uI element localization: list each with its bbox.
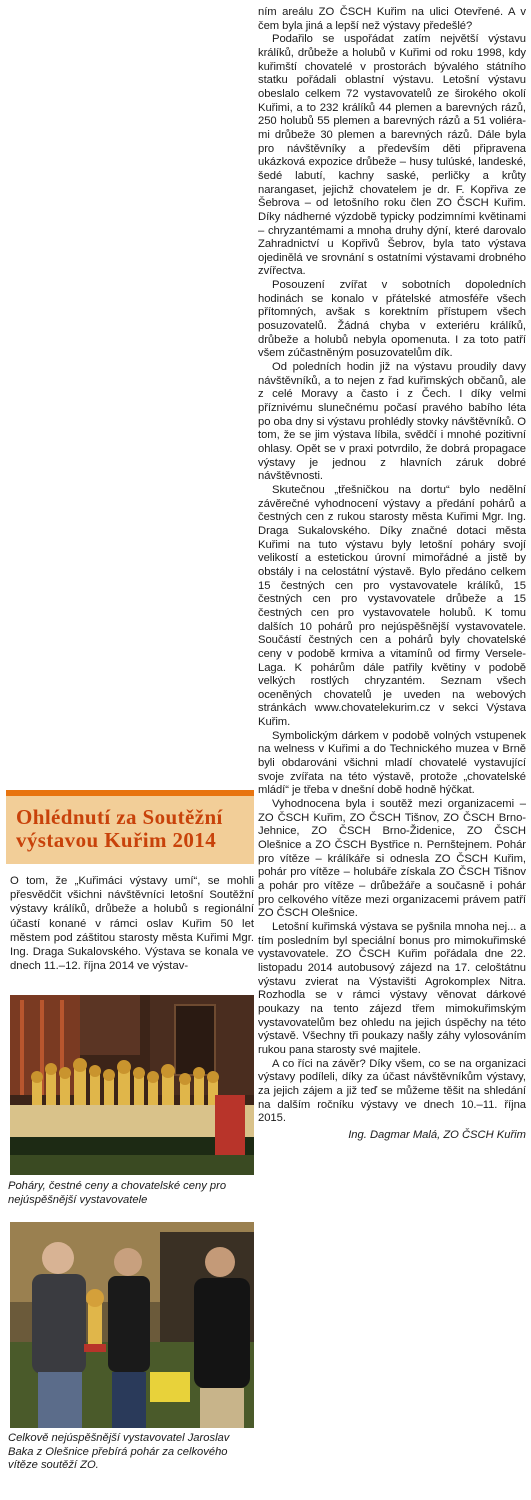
- right-column: [258, 6, 526, 1142]
- trophies-photo: [10, 995, 254, 1175]
- author-signature: Ing. Dagmar Malá, ZO ČSCH Kuřim: [348, 1128, 526, 1141]
- article-headline: [16, 806, 246, 852]
- article-paragraph-7: Vyhodnocena byla i soutěž mezi organizacemi – ZO ČSCH Kuřim, ZO ČSCH Tišnov, ZO ČSCH Brno-Jehnice, ZO ČSCH Brno-Židenice, ZO ČSCH Olešnice a ZO ČSCH Bystřice n. Pernštejnem. Pohár pro vítěze – králíkáře si odnesla ZO ČSCH Kuřim, pohár pro vítěze – holubáře získala ZO ČSCH Tišnov a pohár pro vítěze – drůbežáře a současně i pohár pro celkového vítěze mezi organizacemi právem patří ZO ČSCH Olešnice.: [258, 798, 526, 920]
- left-column: [6, 0, 254, 1500]
- article-paragraph-2: Podařilo se uspořádat zatím největší výstavu králíků, drůbeže a holubů v Kuřimi od roku 1998, kdy kuřimští chovatelé v prostorách bývalého státního statku pořádali oblastní výstavu. Letošní výstavu obeslalo celkem 72 vystavovatelů ze širokého okolí Kuřimi, a to 232 králíků 44 plemen a barevných rázů, 250 holubů 55 plemen a barevných rázů a 51 voliéra-mi drůbeže 30 plemen a barevných rázů. Dále byla pro návštěvníky a především děti připravena ukázková expozice drůbeže – husy tulúské, landeské, šedé labutí, kachny saské, perličky a krůty narangaset, jejichž chovatelem je dr. F. Kopřiva ze Šebrova – od letošního roku člen ZO ČSCH Kuřim. Díky nádherné výzdobě typicky podzimními květinami – chryzantémami a mnoha druhy dýní, které darovalo Zahradnictví u Kopřivů Šebrov, byla tato výstava ojedinělá ve srovnání s ostatními výstavami drobného zvířectva.: [258, 33, 526, 278]
- award-ceremony-illustration: [10, 1222, 254, 1428]
- ceremony-caption: Celkově nejúspěšnější vystavovatel Jaroslav Baka z Olešnice přebírá pohár za celkového vítěze soutěží ZO.: [8, 1432, 230, 1472]
- article-paragraph-6: Symbolickým dárkem v podobě volných vstupenek na welness v Kuřimi a do Technického muzea v Brně byli obdarováni všichni mladí chovatelé vystavující svoje zvířata na této výstavě, protože „chovatelské mládí“ je třeba v dnešní době hodně hýčkat.: [258, 729, 526, 797]
- headline-line-2: výstavou Kuřim 2014: [16, 828, 217, 852]
- article-paragraph-5: Skutečnou „třešničkou na dortu“ bylo nedělní závěrečné vyhodnocení výstavy a předání pohárů a čestných cen z rukou starosty města Kuřimi Mgr. Ing. Draga Sukalovského. Díky značné dotaci města Kuřimi na tuto výstavu byly letošní poháry svojí velikostí a estetickou úrovní mimořádné a jistě by obstály i na celostátní výstavě. Bylo předáno celkem 15 čestných cen pro vystavovatele králíků, 15 čestných cen pro vystavovatele drůbeže a 15 čestných cen pro vystavovatele holubů. K tomu dalších 10 pohárů pro nejúspěšnější vystavovatele. Součástí čestných cen a pohárů byly chovatelské ceny v podobě krmiva a vitamínů od firmy Versele-Laga. K pohárům dále patřily květiny v podobě velkých rostlých chryzantém. Seznam všech oceněných chovatelů je uveden na webových stránkách www.chovatelekurim.cz v sekci Výstava Kuřim.: [258, 483, 526, 729]
- headline-box: [6, 790, 254, 864]
- article-paragraph-1: ním areálu ZO ČSCH Kuřim na ulici Otevřené. A v čem byla jiná a lepší než výstavy předešlé?: [258, 6, 526, 32]
- award-ceremony-photo: [10, 1222, 254, 1428]
- headline-line-1: Ohlédnutí za Soutěžní: [16, 805, 223, 829]
- trophies-illustration: [10, 995, 254, 1175]
- article-paragraph-8: Letošní kuřimská výstava se pyšnila mnoha nej... a tím posledním byl speciální bonus pro mimokuřimské vystavovatele. ZO ČSCH Kuřim pořádala dne 22. listopadu 2014 autobusový zájezd na 17. celoštátnu výstavu zvierat na Výstavišti Agrokomplex Nitra. Rozhodla se v rámci výstavy věnovat dárkové poukazy na tento zájezd třem mimokuřimským vystavovatelům bez ohledu na jejich úspěchy na této výstavě. Všechny tři poukazy našly záhy vylosováním rukou pana starosty své majitele.: [258, 920, 526, 1056]
- article-intro: O tom, že „Kuřimáci výstavy umí“, se mohli přesvědčit všichni návštěvníci letošní Soutěžní výstavy králíků, drůbeže a holubů s regionální účastí konané v rámci oslav Kuřim 50 let městem pod záštitou starosty města Kuřimi Mgr. Ing. Draga Sukalovského. Výstava se konala ve dnech 11.–12. října 2014 ve výstav-: [10, 875, 254, 973]
- article-paragraph-9: A co říci na závěr? Díky všem, co se na organizaci výstavy podíleli, díky za účast návštěvníkům výstavy, za jejich zájem a již teď se můžeme těšit na shledání na dalším ročníku výstavy ve dnech 10.–11. října 2015.: [258, 1057, 526, 1125]
- trophies-caption: Poháry, čestné ceny a chovatelské ceny pro nejúspěšnější vystavovatele: [8, 1180, 227, 1206]
- article-paragraph-4: Od poledních hodin již na výstavu proudily davy návštěvníků, a to nejen z řad kuřimských občanů, ale z celé Moravy a často i z Čech. I díky velmi příznivému slunečnému počasí pravého babího léta po oba dny si výstavu prohlédly stovky návštěvníků. O tom, že se jim výstava líbila, svědčí i mnohé pozitivní ohlasy. Opět se v praxi potvrdilo, že dobrá propagace výstavy je jednou z hlavních záruk dobré návštěvnosti.: [258, 361, 526, 483]
- article-paragraph-3: Posouzení zvířat v sobotních dopoledních hodinách se konalo v přátelské atmosféře všech přítomných, avšak s korektním přístupem všech posuzovatelů. Žádná chyba v exteriéru králíků, drůbeže a holubů nebyla opomenuta. I za toto patří všem zúčastněným posuzovatelům dík.: [258, 279, 526, 360]
